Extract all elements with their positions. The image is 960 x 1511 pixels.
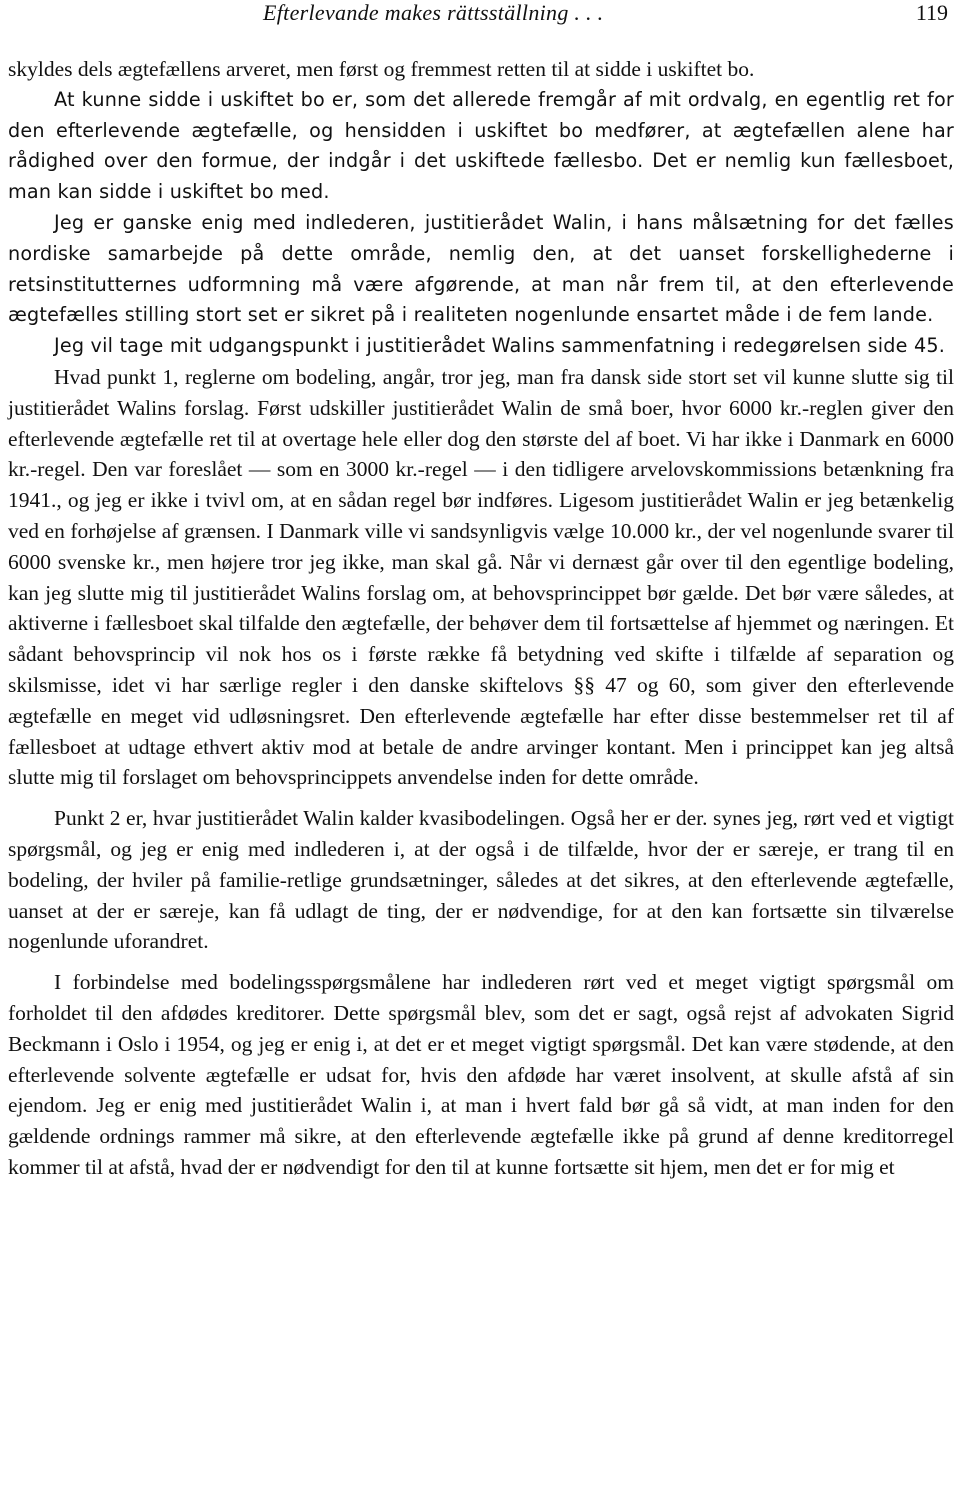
paragraph-point-2-kvasibodeling: Punkt 2 er, hvar justitierådet Walin kalder kvasibodelingen. Også her er der. synes jeg, rørt ved et vigtigt spørgsmål, og jeg er enig med indlederen i, at der også i de tilfælde, hvor der er særeje, er trang til en bodeling, der hviler på familie-retlige grundsætninger, således at det sikres, at den efterlevende ægtefælle, uanset at der er særeje, kan få udlagt de ting, der er nødvendige, for at den kan fortsætte sin tilværelse nogenlunde uforandret. bbox=[8, 806, 954, 954]
paragraph-starting-point: Jeg vil tage mit udgangspunkt i justitierådet Walins sammenfatning i redegørelsen side 45. bbox=[54, 334, 946, 358]
paragraph-uskiftet-bo: At kunne sidde i uskiftet bo er, som det allerede fremgår af mit ordvalg, en egentlig ret for den efterlevende ægtefælle, og hensidden i uskiftet bo medfører, at ægtefællen alene har rådighed over den formue, der indgår i det uskiftede fællesbo. Det er nemlig kun fællesboet, man kan sidde i uskiftet bo med. bbox=[8, 87, 954, 204]
paragraph-creditors: I forbindelse med bodelingsspørgsmålene har indlederen rørt ved et meget vigtigt spørgsmål om forholdet til den afdødes kreditorer. Dette spørgsmål blev, som det er sagt, også rejst af advokaten Sigrid Beckmann i Oslo i 1954, og jeg er enig i, at det er et meget vigtigt spørgsmål. Det kan være stødende, at den efterlevende solvente ægtefælle er udsat for, hvis den afdøde har været insolvent, at skulle afstå af sin ejendom. Jeg er enig med justitierådet Walin i, at man i hvert fald bør gå så vidt, at man inden for den gældende ordnings rammer må sikre, at den efterlevende ægtefælle ikke på grund af denne kreditorregel kommer til at afstå, hvad der er nødvendigt for den til at kunne fortsætte sit hjem, men det er for mig et bbox=[8, 970, 954, 1179]
document-page bbox=[8, 0, 954, 1183]
paragraph-nordic-cooperation: Jeg er ganske enig med indlederen, justitierådet Walin, i hans målsætning for det fælles nordiske samarbejde på dette område, nemlig den, at det uanset forskellighederne i retsinstitutternes udformning må være afgørende, at man når frem til, at den efterlevende ægtefælles stilling stort set er sikret på i realiteten nogenlunde ensartet måde i de fem lande. bbox=[8, 210, 954, 327]
running-title: Efterlevande makes rättsställning . . . bbox=[263, 0, 604, 25]
body-text bbox=[8, 54, 954, 1183]
page-number: 119 bbox=[915, 0, 948, 25]
paragraph-continuation: skyldes dels ægtefællens arveret, men først og fremmest retten til at sidde i uskiftet bo. bbox=[8, 57, 755, 81]
running-header bbox=[8, 0, 954, 26]
paragraph-point-1-bodeling: Hvad punkt 1, reglerne om bodeling, angår, tror jeg, man fra dansk side stort set vil kunne slutte sig til justitierådet Walins forslag. Først udskiller justitierådet Walin de små boer, hvor 6000 kr.-reglen giver den efterlevende ægtefælle ret til at overtage hele eller dog den største del af boet. Vi har ikke i Danmark en 6000 kr.-regel. Den var foreslået — som en 3000 kr.-regel — i den tidligere arvelovskommissions betænkning fra 1941., og jeg er ikke i tvivl om, at en sådan regel bør indføres. Ligesom justitierådet Walin er jeg betænkelig ved en forhøjelse af grænsen. I Danmark ville vi sandsynligvis vælge 10.000 kr., der vel nogenlunde svarer til 6000 svenske kr., men højere tror jeg ikke, man skal gå. Når vi dernæst går over til den egentlige bodeling, kan jeg slutte mig til justitierådet Walins forslag om, at behovsprincippet bør gælde. Det bør være således, at aktiverne i fællesboet skal tilfalde den ægtefælle, der behøver dem til fortsættelse af hjemmet og næringen. Et sådant behovsprincip vil nok hos os i første række få betydning ved skifte i tilfælde af separation og skilsmisse, idet vi har særlige regler i den danske skiftelovs §§ 47 og 60, som giver den efterlevende ægtefælle en meget vid udløsningsret. Den efterlevende ægtefælle har efter disse bestemmelser ret til af fællesboet at udtage ethvert aktiv mod at betale de andre arvinger kontant. Men i princippet kan jeg altså slutte mig til forslaget om behovsprincippets anvendelse inden for dette område. bbox=[8, 364, 954, 790]
